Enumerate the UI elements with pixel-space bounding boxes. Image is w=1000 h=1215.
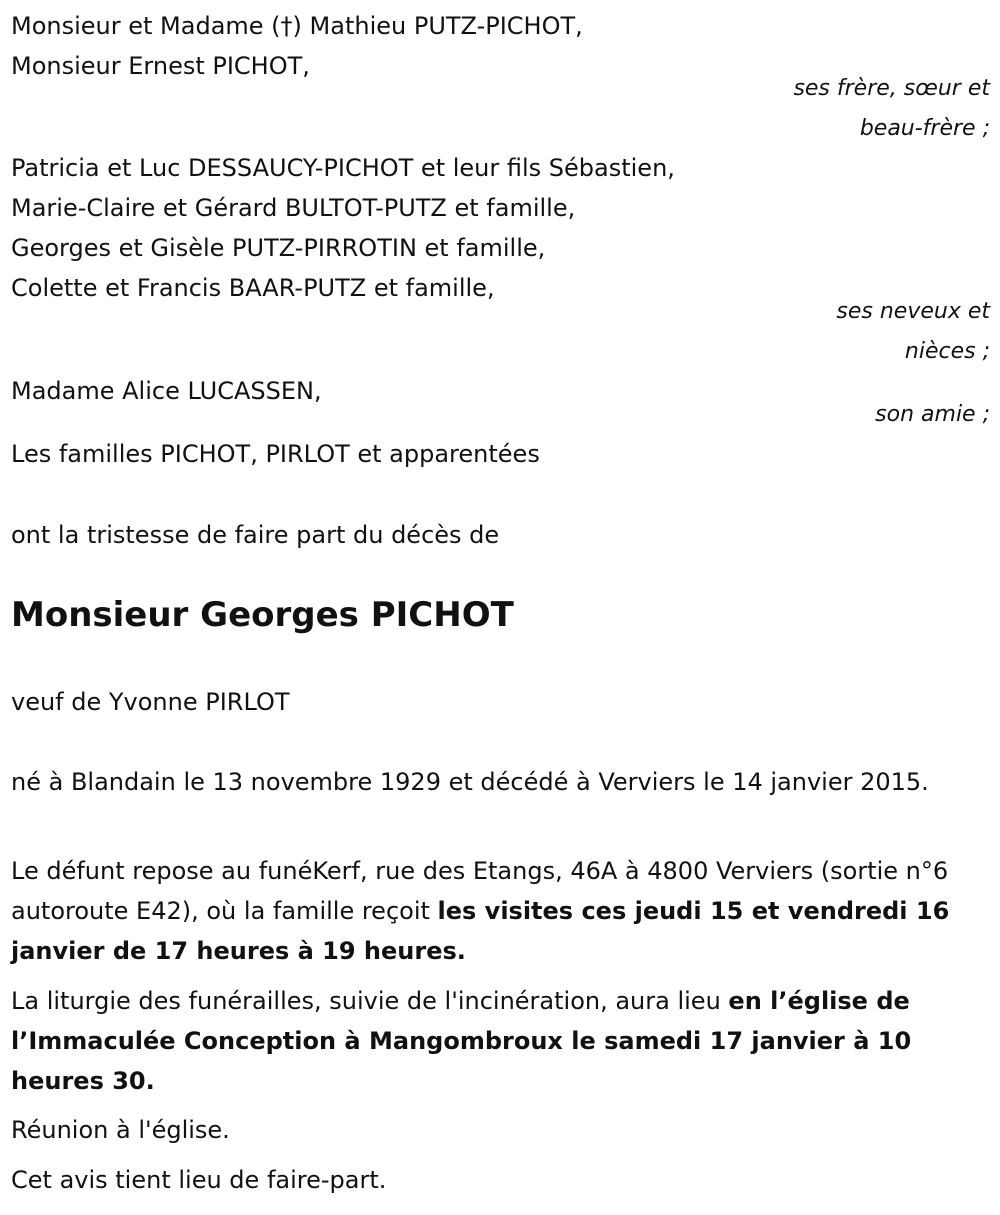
relation-label: nièces ; <box>904 339 990 364</box>
visitation-text: Le défunt repose au funéKerf, rue des Etangs, 46A à 4800 Verviers (sortie n°6 autoroute E42), où la famille reçoit <box>11 857 949 925</box>
liturgy-text: La liturgie des funérailles, suivie de l'incinération, aura lieu <box>11 987 729 1015</box>
relation-label: beau-frère ; <box>859 116 990 141</box>
announcement-text: ont la tristesse de faire part du décès de <box>11 521 500 549</box>
family-line: Georges et Gisèle PUTZ-PIRROTIN et famille, <box>11 234 546 262</box>
family-line: Colette et Francis BAAR-PUTZ et famille, <box>11 274 495 302</box>
liturgy-paragraph <box>11 981 986 1101</box>
relation-label: ses frère, sœur et <box>793 76 990 101</box>
deceased-name: Monsieur Georges PICHOT <box>11 595 514 635</box>
liturgy-details: en l’église de l’Immaculée Conception à Mangombroux le samedi 17 janvier à 10 heures 30. <box>11 987 912 1095</box>
relation-label: ses neveux et <box>836 299 990 324</box>
family-line: Les familles PICHOT, PIRLOT et apparentées <box>11 440 540 468</box>
meeting-text: Réunion à l'église. <box>11 1116 230 1144</box>
family-line: Monsieur Ernest PICHOT, <box>11 52 310 80</box>
relation-label: son amie ; <box>875 402 990 427</box>
widower-text: veuf de Yvonne PIRLOT <box>11 688 290 716</box>
notice-text: Cet avis tient lieu de faire-part. <box>11 1166 387 1194</box>
visitation-hours: les visites ces jeudi 15 et vendredi 16 janvier de 17 heures à 19 heures. <box>11 897 950 965</box>
family-line: Madame Alice LUCASSEN, <box>11 377 322 405</box>
birth-death-text: né à Blandain le 13 novembre 1929 et décédé à Verviers le 14 janvier 2015. <box>11 768 929 796</box>
family-line: Monsieur et Madame (†) Mathieu PUTZ-PICHOT, <box>11 12 583 40</box>
visitation-paragraph <box>11 851 986 971</box>
family-line: Marie-Claire et Gérard BULTOT-PUTZ et famille, <box>11 194 576 222</box>
family-line: Patricia et Luc DESSAUCY-PICHOT et leur fils Sébastien, <box>11 154 675 182</box>
